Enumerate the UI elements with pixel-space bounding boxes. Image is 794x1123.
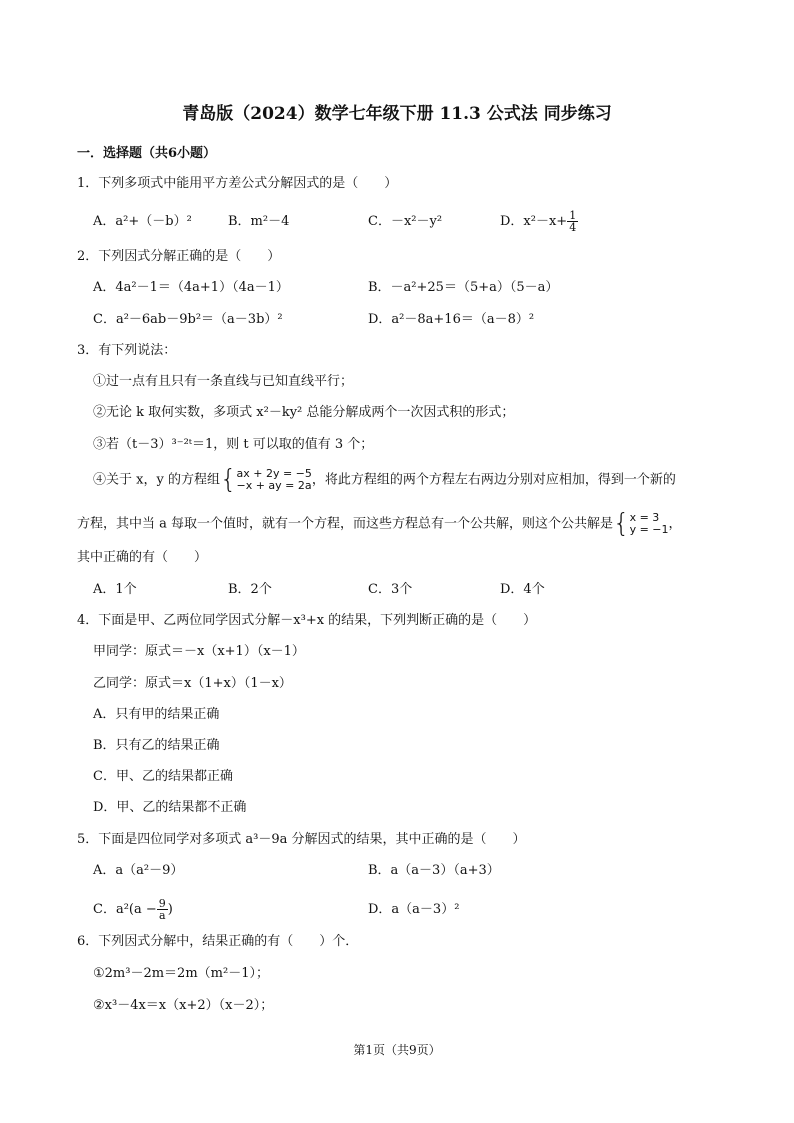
question-3-stem: 3．有下列说法： — [77, 343, 177, 358]
question-4-jia-answer: 甲同学：原式＝－x（x+1）（x－1） — [93, 644, 305, 659]
question-6-statement-1: ①2m³－2m＝2m（m²－1）； — [93, 966, 269, 981]
brace-glyph: { — [219, 464, 237, 495]
question-6-statement-2: ②x³－4x＝x（x+2）（x－2）； — [93, 998, 274, 1013]
section-heading: 一．选择题（共6小题） — [77, 146, 217, 161]
question-4-yi-answer: 乙同学：原式＝x（1+x）（1－x） — [93, 676, 292, 691]
page-title: 青岛版（2024）数学七年级下册 11.3 公式法 同步练习 — [182, 104, 612, 124]
solution-system — [613, 509, 668, 539]
fraction — [157, 898, 168, 921]
question-3-closing: 其中正确的有（ ） — [77, 550, 208, 565]
question-1-option-c: C．－x²－y² — [368, 214, 443, 229]
statement-4-line2-end: ， — [668, 516, 682, 532]
question-4-option-c: C．甲、乙的结果都正确 — [93, 769, 233, 784]
question-4-stem: 4．下面是甲、乙两位同学因式分解－x³+x 的结果，下列判断正确的是（ ） — [77, 613, 537, 628]
fraction-numerator: 1 — [569, 209, 577, 222]
option-c-suffix: ) — [167, 902, 173, 917]
fraction-denominator: a — [158, 909, 166, 922]
question-5-option-a: A．a（a²－9） — [93, 863, 184, 878]
solution-y: y = −1 — [629, 522, 669, 536]
fraction-denominator: 4 — [569, 221, 577, 234]
solution-x: x = 3 — [629, 510, 660, 524]
question-1-option-d — [500, 206, 578, 238]
statement-4-suffix: ，将此方程组的两个方程左右两边分别对应相加，得到一个新的 — [311, 472, 676, 488]
question-3-statement-2: ②无论 k 取何实数，多项式 x²－ky² 总能分解成两个一次因式积的形式； — [93, 405, 515, 420]
question-4-option-b: B．只有乙的结果正确 — [93, 738, 220, 753]
question-3-option-b: B．2个 — [228, 582, 272, 597]
option-c-prefix: C．a²(a − — [93, 902, 157, 917]
fraction — [567, 210, 578, 233]
question-6-stem: 6．下列因式分解中，结果正确的有（ ）个． — [77, 934, 359, 949]
question-1-stem: 1．下列多项式中能用平方差公式分解因式的是（ ） — [77, 176, 398, 191]
question-2-option-b: B．－a²+25＝（5+a）（5－a） — [368, 280, 559, 295]
question-3-statement-4-line2 — [77, 509, 682, 540]
question-5-stem: 5．下面是四位同学对多项式 a³－9a 分解因式的结果，其中正确的是（ ） — [77, 832, 526, 847]
question-1-option-a: A．a²+（－b）² — [93, 214, 192, 229]
page-footer: 第1页（共9页） — [353, 1043, 441, 1057]
question-3-option-a: A．1个 — [93, 582, 137, 597]
brace-glyph: { — [613, 508, 630, 539]
question-5-option-b: B．a（a－3）（a+3） — [368, 863, 500, 878]
statement-4-prefix: ④关于 x，y 的方程组 — [93, 472, 220, 488]
question-3-option-c: C．3个 — [368, 582, 413, 597]
question-2-option-d: D．a²－8a+16＝（a－8）² — [368, 312, 535, 327]
equation-system — [220, 466, 312, 494]
question-2-option-c: C．a²－6ab－9b²＝（a－3b）² — [93, 312, 283, 327]
question-1-option-d-text: D．x²－x+ — [500, 214, 568, 229]
equation-2: −x + ay = 2a — [236, 478, 312, 492]
question-4-option-d: D．甲、乙的结果都不正确 — [93, 800, 247, 815]
question-3-option-d: D．4个 — [500, 582, 545, 597]
question-5-option-d: D．a（a－3）² — [368, 902, 460, 917]
equation-1: ax + 2y = −5 — [236, 466, 312, 480]
question-1-option-b: B．m²－4 — [228, 214, 290, 229]
equation-rows — [237, 468, 312, 492]
question-2-option-a: A．4a²－1＝（4a+1）（4a－1） — [93, 280, 289, 295]
fraction-numerator: 9 — [158, 897, 166, 910]
question-3-statement-3: ③若（t－3）³⁻²ᵗ＝1，则 t 可以取的值有 3 个； — [93, 437, 374, 452]
solution-rows — [630, 512, 669, 536]
question-4-option-a: A．只有甲的结果正确 — [93, 707, 220, 722]
question-3-statement-1: ①过一点有且只有一条直线与已知直线平行； — [93, 374, 354, 389]
question-2-stem: 2．下列因式分解正确的是（ ） — [77, 249, 281, 264]
question-5-option-c — [93, 893, 173, 927]
statement-4-line2-text: 方程，其中当 a 每取一个值时，就有一个方程，而这些方程总有一个公共解，则这个公共解是 — [77, 516, 614, 532]
question-3-statement-4 — [93, 466, 676, 495]
